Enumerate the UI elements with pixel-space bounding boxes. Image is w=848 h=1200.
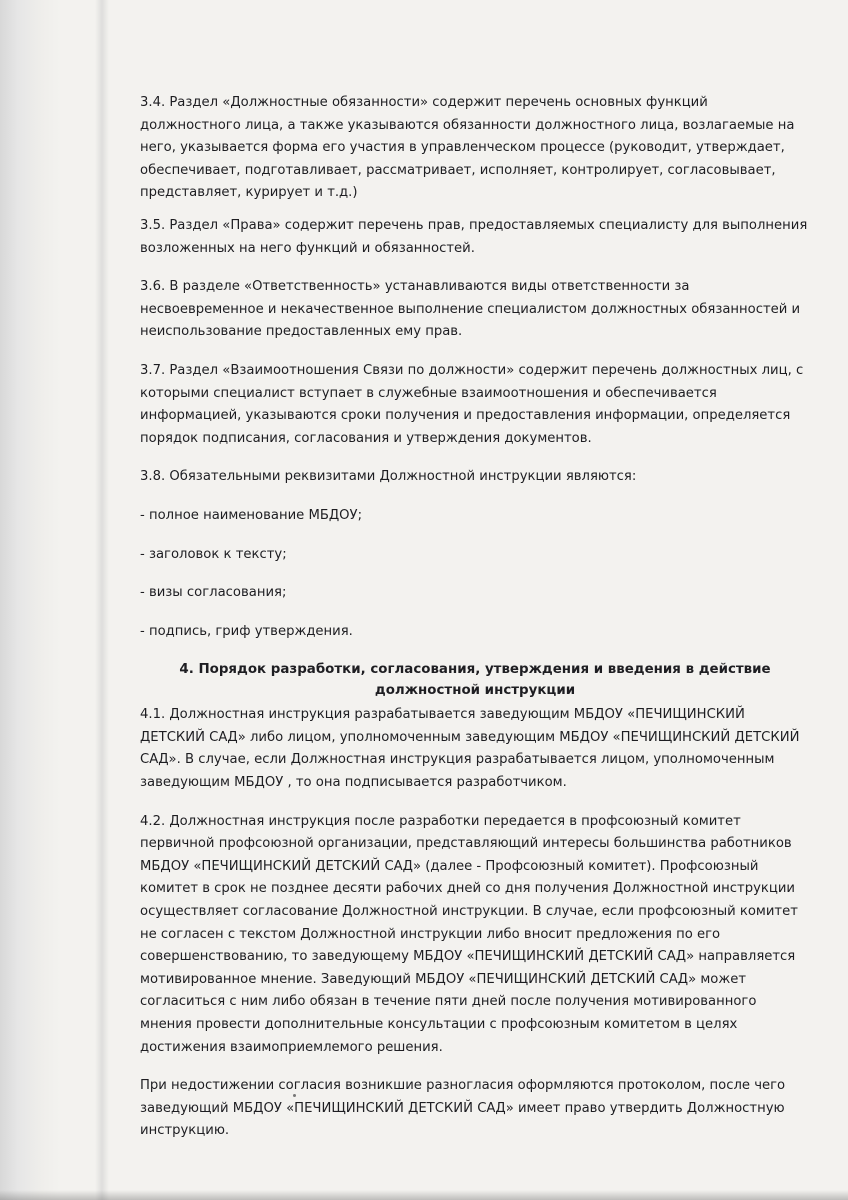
paragraph-3-7: 3.7. Раздел «Взаимоотношения Связи по должности» содержит перечень должностных лиц, с которыми специалист вступает в служебные взаимоотношения и обеспечивается информацией, указываются сроки получения и предоставления информации, определяется порядок подписания, согласования и утверждения документов. <box>140 362 804 446</box>
paragraph-3-8: 3.8. Обязательными реквизитами Должностной инструкции являются: <box>140 469 637 485</box>
scan-fold-shadow <box>95 0 109 1200</box>
paragraph-3-5: 3.5. Раздел «Права» содержит перечень прав, предоставляемых специалисту для выполнения возложенных на него функций и обязанностей. <box>140 217 808 256</box>
scan-bottom-edge <box>0 1190 848 1200</box>
paragraph-4-2: 4.2. Должностная инструкция после разработки передается в профсоюзный комитет первичной профсоюзной организации, представляющий интересы большинства работников МБДОУ «ПЕЧИЩИНСКИЙ ДЕТСКИЙ САД» (далее - Профсоюзный комитет). Профсоюзный комитет в срок не позднее десяти рабочих дней со дня получения Должностной инструкции осуществляет согласование Должностной инструкции. В случае, если профсоюзный комитет не согласен с текстом Должностной инструкции либо вносит предложения по его совершенствованию, то заведующему МБДОУ «ПЕЧИЩИНСКИЙ ДЕТСКИЙ САД» направляется мотивированное мнение. Заведующий МБДОУ «ПЕЧИЩИНСКИЙ ДЕТСКИЙ САД» может согласиться с ним либо обязан в течение пяти дней после получения мотивированного мнения провести дополнительные консультации с профсоюзным комитетом в целях достижения взаимоприемлемого решения. <box>140 813 798 1055</box>
paragraph-disagreement: При недостижении согласия возникшие разногласия оформляются протоколом, после чего заведующий МБДОУ «ПЕЧИЩИНСКИЙ ДЕТСКИЙ САД» имеет право утвердить Должностную инструкцию. <box>140 1078 786 1139</box>
paragraph-3-4: 3.4. Раздел «Должностные обязанности» содержит перечень основных функций должностного лица, а также указываются обязанности должностного лица, возлагаемые на него, указывается форма его участия в управленческом процессе (руководит, утверждает, обеспечивает, подготавливает, рассматривает, исполняет, контролирует, согласовывает, представляет, курирует и т.д.) <box>140 95 795 201</box>
list-item: - заголовок к тексту; <box>140 546 287 562</box>
document-body <box>140 92 810 1153</box>
scan-edge-shadow <box>0 0 60 1200</box>
section-heading-4: 4. Порядок разработки, согласования, утверждения и введения в действие должностной инструкции <box>179 662 771 699</box>
list-item: - визы согласования; <box>140 585 287 601</box>
paragraph-3-6: 3.6. В разделе «Ответственность» устанавливаются виды ответственности за несвоевременное и некачественное выполнение специалистом должностных обязанностей и неиспользование предоставленных ему прав. <box>140 279 801 340</box>
paragraph-4-1: 4.1. Должностная инструкция разрабатывается заведующим МБДОУ «ПЕЧИЩИНСКИЙ ДЕТСКИЙ САД» либо лицом, уполномоченным заведующим МБДОУ «ПЕЧИЩИНСКИЙ ДЕТСКИЙ САД». В случае, если Должностная инструкция разрабатывается лицом, уполномоченным заведующим МБДОУ , то она подписывается разработчиком. <box>140 707 800 791</box>
scan-dot <box>293 1094 296 1097</box>
list-item: - подпись, гриф утверждения. <box>140 623 353 639</box>
list-item: - полное наименование МБДОУ; <box>140 507 363 523</box>
